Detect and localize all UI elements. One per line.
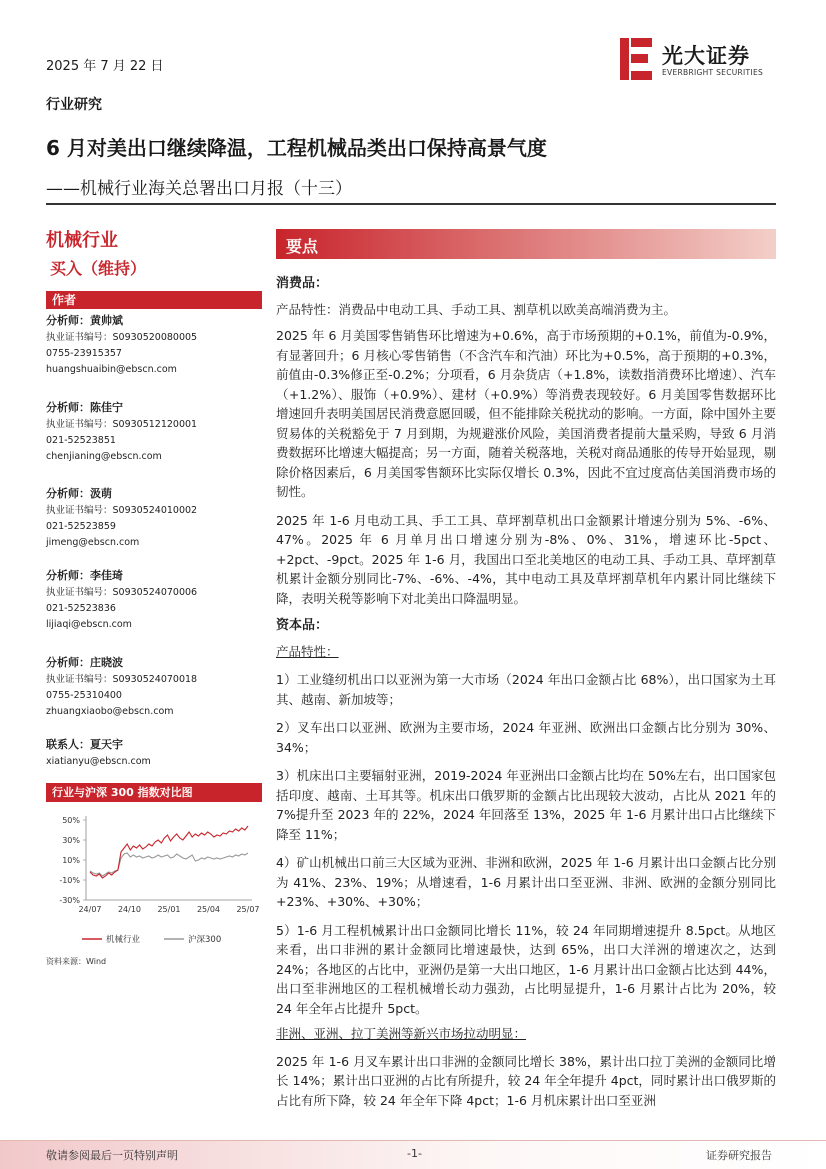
analyst-card	[46, 568, 262, 633]
analyst-card	[46, 313, 262, 378]
capital-item: 1）工业缝纫机出口以亚洲为第一大市场（2024 年出口金额占比 68%），出口国家为土耳其、越南、新加坡等；	[276, 672, 776, 707]
analyst-cert: 执业证书编号：S0930524070006	[46, 587, 198, 598]
capital-subheading: 产品特性：	[276, 643, 339, 659]
keypoints-label: 要点	[286, 237, 319, 256]
report-date: 2025 年 7 月 22 日	[46, 59, 164, 74]
capital-item: 2）叉车出口以亚洲、欧洲为主要市场，2024 年亚洲、欧洲出口金额占比分别为 30%、34%；	[276, 720, 776, 755]
analyst-phone: 021-52523836	[46, 603, 116, 614]
logo-text-cn: 光大证券	[662, 44, 750, 68]
industry-name: 机械行业	[46, 230, 118, 251]
chart-y-tick-label: 30%	[62, 836, 80, 845]
chart-x-tick-label: 25/01	[157, 905, 181, 914]
capital-item: 5）1-6 月工程机械累计出口金额同比增长 11%，较 24 年同期增速提升 8.5pct。从地区来看，出口非洲的累计金额同比增速最快，达到 65%，出口大洋洲的增速次之，达到 24%；各地区的占比中，亚洲仍是第一大出口地区，1-6 月累计出口金额占比达到 44%，出口至非洲地区的工程机械增长动力强劲，占比明显提升，1-6 月累计占比为 20%，较 24 年全年占比提升 5pct。	[276, 922, 776, 1016]
analyst-phone: 0755-23915357	[46, 348, 122, 359]
chart-x-tick-label: 25/07	[236, 905, 260, 914]
emerging-heading: 非洲、亚洲、拉丁美洲等新兴市场拉动明显：	[276, 1026, 527, 1041]
header-divider	[46, 203, 776, 205]
footer-divider	[0, 1140, 826, 1141]
analyst-cert: 执业证书编号：S0930520080005	[46, 332, 198, 343]
company-logo	[620, 38, 780, 82]
contact-card	[46, 737, 262, 770]
legend-label-index: 沪深300	[188, 935, 222, 945]
analyst-phone: 0755-25310400	[46, 690, 122, 701]
analyst-email[interactable]: chenjianing@ebscn.com	[46, 451, 162, 462]
analyst-cert: 执业证书编号：S0930512120001	[46, 419, 198, 430]
consumer-paragraph: 2025 年 1-6 月电动工具、手工工具、草坪割草机出口金额累计增速分别为 5%、-6%、47%。2025 年 6 月单月出口增速分别为-8%、0%、31%，增速环比-5pct、+2pct、-9pct。2025 年 1-6 月，我国出口至北美地区的电动工具、手动工具、草坪割草机累计金额分别同比-7%、-6%、-4%，其中电动工具及草坪割草机年内累计同比继续下降，表明关税等影响下对北美出口降温明显。	[276, 512, 776, 606]
footer-report-type: 证券研究报告	[706, 1149, 772, 1162]
analyst-email[interactable]: huangshuaibin@ebscn.com	[46, 364, 177, 375]
analyst-email[interactable]: jimeng@ebscn.com	[46, 537, 140, 548]
analyst-email[interactable]: zhuangxiaobo@ebscn.com	[46, 706, 174, 717]
capital-item: 3）机床出口主要辐射亚洲，2019-2024 年亚洲出口金额占比均在 50%左右，出口国家包括印度、越南、土耳其等。机床出口俄罗斯的金额占比出现较大波动，占比从 2021 年的 7%提升至 2023 年的 22%，2024 年回落至 13%，2025 年 1-6 月累计出口占比继续下降至 11%；	[276, 768, 776, 842]
chart-source: 资料来源：Wind	[46, 957, 107, 966]
chart-y-tick-label: -10%	[59, 876, 80, 885]
emerging-paragraph: 2025 年 1-6 月叉车累计出口非洲的金额同比增长 38%，累计出口拉丁美洲的金额同比增长 14%；累计出口亚洲的占比有所提升，较 24 年全年提升 4pct，同时累计出口俄罗斯的占比有所下降，较 24 年全年下降 4pct；1-6 月机床累计出口至亚洲	[276, 1053, 776, 1108]
analyst-card	[46, 655, 262, 720]
chart-y-tick-label: -30%	[59, 896, 80, 905]
page-number: -1-	[407, 1147, 422, 1160]
analyst-label: 分析师：	[46, 656, 90, 669]
chart-x-tick-label: 25/04	[196, 905, 221, 914]
keypoints-banner	[276, 229, 776, 259]
chart-y-tick-label: 50%	[62, 816, 80, 825]
analyst-cert: 执业证书编号：S0930524010002	[46, 505, 198, 516]
analyst-name: 庄晓波	[90, 656, 123, 669]
authors-heading: 作者	[46, 291, 262, 309]
chart-heading: 行业与沪深 300 指数对比图	[46, 783, 262, 802]
analyst-name: 陈佳宁	[90, 401, 123, 414]
analyst-label: 分析师：	[46, 314, 90, 327]
consumer-heading: 消费品：	[276, 276, 329, 291]
report-subtitle: ——机械行业海关总署出口月报（十三）	[46, 179, 352, 199]
footer-disclaimer[interactable]: 敬请参阅最后一页特别声明	[46, 1149, 178, 1162]
capital-heading: 资本品：	[276, 618, 329, 633]
analyst-card	[46, 400, 262, 465]
analyst-phone: 021-52523851	[46, 435, 116, 446]
chart-y-tick-label: 10%	[62, 856, 80, 865]
report-type: 行业研究	[46, 97, 102, 113]
analyst-email[interactable]: lijiaqi@ebscn.com	[46, 619, 132, 630]
capital-item: 4）矿山机械出口前三大区域为亚洲、非洲和欧洲，2025 年 1-6 月累计出口金额占比分别为 41%、23%、19%；从增速看，1-6 月累计出口至亚洲、非洲、欧洲的金额分别同比+23%、+30%、+30%；	[276, 855, 776, 909]
chart-series-line-industry	[90, 826, 248, 878]
contact-email[interactable]: xiatianyu@ebscn.com	[46, 756, 151, 767]
report-title: 6 月对美出口继续降温，工程机械品类出口保持高景气度	[46, 136, 547, 160]
analyst-card	[46, 486, 262, 551]
investment-rating: 买入（维持）	[50, 259, 147, 278]
analyst-name: 李佳琦	[90, 569, 123, 582]
analyst-label: 分析师：	[46, 487, 90, 500]
chart-x-tick-label: 24/07	[78, 905, 102, 914]
legend-label-industry: 机械行业	[106, 935, 141, 945]
consumer-paragraph: 产品特性：消费品中电动工具、手动工具、割草机以欧美高端消费为主。	[276, 301, 677, 317]
everbright-logo-icon	[620, 38, 652, 80]
analyst-name: 黄帅斌	[90, 314, 123, 327]
contact-label: 联系人：	[46, 738, 90, 751]
analyst-label: 分析师：	[46, 401, 90, 414]
analyst-phone: 021-52523859	[46, 521, 116, 532]
consumer-paragraph: 2025 年 6 月美国零售销售环比增速为+0.6%，高于市场预期的+0.1%，前值为-0.9%，有显著回升；6 月核心零售销售（不含汽车和汽油）环比为+0.5%，高于预期的+0.3%，前值由-0.3%修正至-0.2%；分项看，6 月杂货店（+1.8%，读数指消费环比增速）、汽车（+1.2%）、服饰（+0.9%）、建材（+0.9%）等消费表现较好。6 月美国零售数据环比增速回升表明美国居民消费意愿回暖，但不能排除关税扰动的影响。一方面，除中国外主要贸易体的关税豁免于 7 月到期，为规避涨价风险，美国消费者提前大量采购，导致 6 月消费数据环比增速大幅提高；另一方面，随着关税落地，关税对商品通胀的传导开始显现，剔除价格因素后，6 月美国零售额环比实际仅增长 0.3%，因此不宜过度高估美国消费市场的韧性。	[276, 328, 777, 499]
logo-text-en: EVERBRIGHT SECURITIES	[662, 68, 764, 77]
chart-x-tick-label: 24/10	[117, 905, 142, 914]
industry-vs-index-chart	[46, 806, 262, 956]
analyst-label: 分析师：	[46, 569, 90, 582]
analyst-cert: 执业证书编号：S0930524070018	[46, 674, 198, 685]
analyst-name: 汲萌	[90, 487, 112, 500]
contact-name: 夏天宇	[90, 738, 123, 751]
main-body	[276, 274, 776, 1110]
